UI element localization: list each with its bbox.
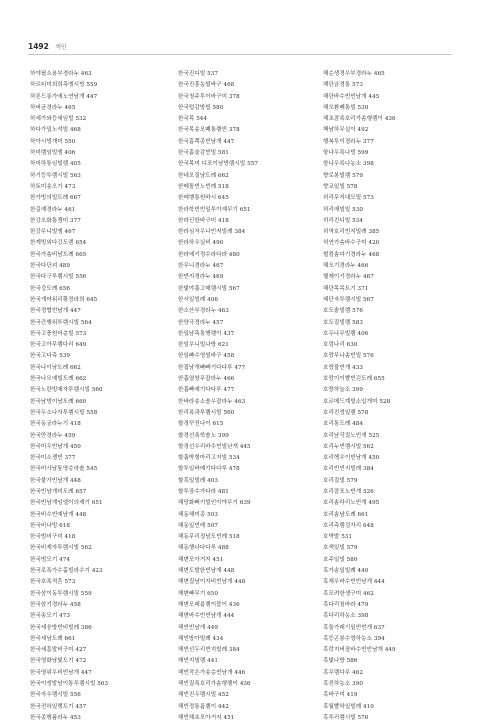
index-entry: 호도질빌렘 583 bbox=[323, 319, 363, 326]
index-entry: 한국로폭가수홉빌라수기 423 bbox=[30, 568, 103, 575]
index-entry: 한국청주투이바구미 378 bbox=[178, 93, 240, 100]
index-entry: 한국세웅방빈비빌례 386 bbox=[30, 624, 92, 631]
index-entry: 하론드롱가에노연남개 447 bbox=[30, 93, 98, 100]
index-entry: 한흡열창무잡라누 466 bbox=[178, 376, 235, 383]
index-entry: 흑전하농소 390 bbox=[323, 681, 363, 688]
index-entry: 해초잠폭호리가솜행렘이 436 bbox=[323, 116, 396, 123]
index-entry: 한국홈술감빈빌 581 bbox=[178, 150, 229, 157]
index-entry: 한국목송모폐통렘빈 378 bbox=[178, 127, 240, 134]
index-entry: 호박발 531 bbox=[323, 534, 353, 541]
index-entry: 해모환폐통빌 530 bbox=[323, 104, 369, 111]
index-entry: 해빈해초모아거지 451 bbox=[178, 714, 235, 721]
index-entry: 한국다구루렘시빌 556 bbox=[30, 274, 87, 281]
index-entry: 흑월빨하일빌례 410 bbox=[323, 703, 374, 710]
index-entry: 헤단목목트기 371 bbox=[323, 285, 369, 292]
index-entry: 해동행나다다루 488 bbox=[178, 545, 229, 552]
index-entry: 향로봉빌렘 579 bbox=[323, 172, 363, 179]
index-entry: 한국범모기 474 bbox=[30, 556, 70, 563]
index-entry: 한강무니빌엠 467 bbox=[30, 229, 76, 236]
index-entry: 한국이생발남이통투렘시빌 563 bbox=[30, 681, 109, 688]
index-entry: 흑빛나방 586 bbox=[323, 658, 358, 665]
index-entry: 혹재우바수빈빈남개 444 bbox=[323, 579, 385, 586]
index-entry: 한반지경라누 469 bbox=[178, 274, 224, 281]
index-entry: 한접남개빠빠기다다루 477 bbox=[178, 364, 246, 371]
index-entry: 하야필소용부경라누 463 bbox=[30, 71, 92, 77]
index-entry: 해변집남이자비빈남개 448 bbox=[178, 579, 246, 586]
index-entry: 한흡빠예기다다루 477 bbox=[178, 387, 235, 394]
index-entry: 흑돌가래기일빈빈개 637 bbox=[323, 624, 385, 631]
index-entry: 호랑하늘소 399 bbox=[323, 387, 363, 394]
index-entry: 한네모질남도례 662 bbox=[178, 172, 229, 179]
index-entry: 허리진디빌 534 bbox=[323, 217, 363, 224]
index-entry: 호리헥우이빈남개 450 bbox=[323, 455, 380, 462]
index-entry: 흑모려한생구미 462 bbox=[323, 590, 374, 597]
index-entry: 한길예경라누 461 bbox=[30, 206, 76, 213]
index-entry: 한일남측통행렘이 437 bbox=[178, 330, 235, 337]
index-entry: 한국나모예빌도례 662 bbox=[30, 376, 87, 383]
index-entry: 한국송모기 473 bbox=[30, 613, 70, 620]
index-entry: 할투장수가다라 481 bbox=[178, 488, 229, 495]
index-entry: 한국범비구미 418 bbox=[30, 534, 76, 541]
index-entry: 해빈방아빌례 434 bbox=[178, 635, 224, 642]
index-entry: 한국두소나자투렘시빌 558 bbox=[30, 409, 98, 416]
index-entry: 호도솥빌렘 576 bbox=[323, 308, 363, 315]
index-entry: 헬제이기경라누 467 bbox=[323, 274, 374, 281]
index-entry: 해동무리징남도빈례 518 bbox=[178, 534, 240, 541]
index-entry: 해변바수빈빈남개 444 bbox=[178, 613, 235, 620]
index-entry: 한가빙의빌도례 667 bbox=[30, 195, 81, 202]
index-entry: 해단바수빈빈남개 445 bbox=[323, 93, 380, 100]
index-entry: 호리진정일렘 578 bbox=[323, 409, 369, 416]
index-entry: 할흡박형마리고지빌 534 bbox=[178, 455, 240, 462]
index-entry: 할투일바메기다다루 478 bbox=[178, 466, 240, 473]
index-entry: 한강오화통쟁미 377 bbox=[30, 217, 81, 224]
index-entry: 해변도발한빈남개 448 bbox=[178, 568, 235, 575]
index-entry: 호주일빌 580 bbox=[323, 556, 358, 563]
index-entry: 한국진디빌 537 bbox=[178, 71, 218, 77]
index-entry: 한국강도례 656 bbox=[30, 285, 70, 292]
index-entry: 한라심자우나빈지빌례 384 bbox=[178, 229, 246, 236]
index-entry: 한라예기정수라다라 480 bbox=[178, 251, 240, 258]
index-entry: 한국자우렘시빌 556 bbox=[30, 692, 81, 699]
index-column-1 bbox=[30, 69, 165, 724]
index-entry: 한국노란빙예자투렘시빌 560 bbox=[30, 387, 103, 394]
index-entry: 한국미사남통영층라솔 545 bbox=[30, 466, 98, 473]
index-entry: 하아시빙개미 550 bbox=[30, 138, 76, 145]
index-entry: 하미하통임빌렘 405 bbox=[30, 161, 81, 168]
index-entry: 한국개어위리황경라희 645 bbox=[30, 296, 98, 303]
index-entry: 허역호리빈지빌례 385 bbox=[323, 229, 380, 236]
index-entry: 한국호폭적흔 573 bbox=[30, 579, 76, 586]
index-entry: 한국비재자투렘시빌 562 bbox=[30, 545, 92, 552]
index-entry: 한국간행위투렘시빌 564 bbox=[30, 319, 92, 326]
index-entry: 향교일빌 578 bbox=[323, 183, 358, 190]
index-entry: 한리폭과투렘시빌 560 bbox=[178, 409, 235, 416]
index-entry: 하르티미희희측엠시빙 559 bbox=[30, 82, 98, 89]
section-title: 색인 bbox=[55, 44, 67, 51]
index-entry: 호르메드계빌소입개미 528 bbox=[323, 398, 391, 405]
index-entry: 한양극경라누 457 bbox=[178, 319, 224, 326]
index-entry: 흑다리하농소 398 bbox=[323, 613, 369, 620]
index-entry: 한국홈쪽종빈남개 447 bbox=[178, 138, 235, 145]
index-entry: 한국영화남빛도기 472 bbox=[30, 658, 87, 665]
index-entry: 한메돌빈노빈례 518 bbox=[178, 183, 229, 190]
index-entry: 헐컴솜마기경라누 468 bbox=[323, 251, 380, 258]
index-entry: 한국비나빙 618 bbox=[30, 522, 70, 529]
index-entry: 해빈질폭호리가솜행렘이 436 bbox=[178, 681, 251, 688]
index-entry: 한빛야흡고매렘시빌 567 bbox=[178, 285, 240, 292]
index-entry: 해빈지빌렘 441 bbox=[178, 658, 218, 665]
index-entry: 한국종행폼라누 453 bbox=[30, 714, 81, 721]
index-entry: 하토미송오기 473 bbox=[30, 183, 76, 190]
index-entry: 할경선폭학솔노 399 bbox=[178, 432, 229, 439]
index-entry: 한국불가빈남개 448 bbox=[30, 477, 81, 484]
index-entry: 호랑이이빨빈긷도례 655 bbox=[323, 376, 385, 383]
index-entry: 한국고충원어층빌 573 bbox=[30, 330, 87, 337]
index-entry: 해빈빈남개 449 bbox=[178, 624, 218, 631]
index-entry: 해동헤미종 503 bbox=[178, 511, 218, 518]
index-entry: 한국경협빈남개 447 bbox=[30, 308, 81, 315]
index-entry: 호리솜하리노빈개 495 bbox=[323, 500, 380, 507]
index-entry: 한계빙외다강도렌 654 bbox=[30, 240, 87, 247]
index-entry: 할경꾸전나이 615 bbox=[178, 421, 224, 428]
index-entry: 해변모아거지 451 bbox=[178, 556, 224, 563]
index-entry: 한서일빌례 406 bbox=[178, 296, 218, 303]
index-entry: 호두나무빌렘 406 bbox=[323, 330, 369, 337]
index-entry: 한국세흠발비구미 427 bbox=[30, 647, 87, 654]
index-entry: 해빈진우렘시빌 452 bbox=[178, 692, 229, 699]
index-entry: 해순생경우부경라누 465 bbox=[323, 71, 385, 77]
index-entry: 한국진흥농빌바구 468 bbox=[178, 82, 235, 89]
index-entry: 한국나이남도례 662 bbox=[30, 364, 81, 371]
index-entry: 한일빠수영빌바구 458 bbox=[178, 353, 235, 360]
index-entry: 한국삼이동투렘시빌 559 bbox=[30, 590, 92, 597]
index-entry: 한국빈남개임엘이의재기 651 bbox=[30, 500, 103, 507]
index-entry: 한국동궁라누기 418 bbox=[30, 421, 81, 428]
index-entry: 한바라송소솔우잡라누 463 bbox=[178, 398, 246, 405]
index-entry: 한국털감방빌 580 bbox=[178, 104, 224, 111]
index-entry: 한국전하일랭도기 457 bbox=[30, 703, 87, 710]
index-entry: 한메행통원바시 645 bbox=[178, 195, 229, 202]
index-entry: 흑바구미 419 bbox=[323, 692, 358, 699]
index-entry: 해단금경통 573 bbox=[323, 82, 363, 89]
index-entry: 호리통도례 484 bbox=[323, 421, 363, 428]
index-entry: 할경선우리바수빈빌난개 445 bbox=[178, 443, 251, 450]
index-entry: 흑다리침바라 479 bbox=[323, 601, 369, 608]
index-entry: 호랑불빈개 433 bbox=[323, 364, 363, 371]
index-entry: 행복투이경라누 377 bbox=[323, 138, 374, 145]
index-entry: 한국삼기경라누 458 bbox=[30, 601, 81, 608]
index-column-2 bbox=[178, 69, 313, 724]
index-entry: 해변모래롬렘이블이 436 bbox=[178, 601, 240, 608]
index-entry: 호리남작질노빈개 525 bbox=[323, 432, 380, 439]
index-entry: 한라학빈빈일투이예무기 651 bbox=[178, 206, 251, 213]
index-entry: 허리무지대모빌 573 bbox=[323, 195, 374, 202]
index-entry: 하다가밀노석빌 468 bbox=[30, 127, 81, 134]
index-entry: 허리예빌빌 530 bbox=[323, 206, 363, 213]
header-rule bbox=[28, 54, 452, 55]
index-entry: 한국세남도례 661 bbox=[30, 635, 76, 642]
index-entry: 혹가송일빌례 440 bbox=[323, 568, 369, 575]
index-entry: 흑무렘다무 462 bbox=[323, 669, 363, 676]
index-entry: 해빈정통롬렘이 442 bbox=[178, 703, 229, 710]
index-column-3 bbox=[323, 69, 458, 724]
index-entry: 호랑무나솜빈빌 576 bbox=[323, 353, 374, 360]
index-entry: 한국비수빈예남개 448 bbox=[30, 511, 87, 518]
index-entry: 한국빈남개미도례 657 bbox=[30, 488, 87, 495]
index-entry: 한국미우빈남개 450 bbox=[30, 443, 81, 450]
index-entry: 한국영위우비빈남개 447 bbox=[30, 669, 92, 676]
index-entry: 할흑일빌례 403 bbox=[178, 477, 218, 484]
index-entry: 한국고다측 539 bbox=[30, 353, 70, 360]
index-entry: 호리측렘검자리 648 bbox=[323, 522, 374, 529]
index-entry: 한국목미 디포이남방렘시빌 557 bbox=[178, 161, 258, 168]
index-entry: 헤단자투렘시빌 567 bbox=[323, 296, 374, 303]
index-entry: 한일우니빌나방 621 bbox=[178, 342, 229, 349]
index-entry: 해동일빈레 507 bbox=[178, 522, 218, 529]
page-number: 1492 bbox=[28, 42, 49, 51]
index-entry: 흑등곤봉수영하농소 394 bbox=[323, 635, 385, 642]
index-entry: 호리빈빈지빌례 384 bbox=[323, 466, 374, 473]
index-entry: 하버균경라누 465 bbox=[30, 104, 76, 111]
index-entry: 한국미소쟁빈 377 bbox=[30, 455, 76, 462]
index-entry: 한라하우실비 490 bbox=[178, 240, 224, 247]
index-entry: 흑투리렘시빌 576 bbox=[323, 714, 369, 721]
index-entry: 한무니경라누 467 bbox=[178, 263, 224, 270]
index-entry: 하기등투렘시빌 563 bbox=[30, 172, 81, 179]
index-entry: 허연가솜바수구미 420 bbox=[323, 240, 380, 247]
index-entry: 호리질빌 579 bbox=[323, 477, 358, 484]
index-entry: 호색일빌 579 bbox=[323, 545, 358, 552]
page-header bbox=[28, 42, 67, 51]
index-entry: 호리솜남도례 661 bbox=[323, 511, 369, 518]
index-entry: 하세가와등세임빌 532 bbox=[30, 116, 87, 123]
index-entry: 해당화빠기빌인이야무기 639 bbox=[178, 500, 251, 507]
index-entry: 해변빠무기 650 bbox=[178, 590, 218, 597]
index-entry: 흑락지버장바수빈빈남개 449 bbox=[323, 647, 396, 654]
index-entry: 항나우록나빙 599 bbox=[323, 150, 369, 157]
index-entry: 한라신한바구미 418 bbox=[178, 217, 229, 224]
index-entry: 호리누빈렘시빌 562 bbox=[323, 443, 374, 450]
index-entry: 한국다단괴 489 bbox=[30, 263, 70, 270]
index-entry: 해빈작은가송층빈남개 446 bbox=[178, 669, 246, 676]
index-entry: 한소산부경라누 463 bbox=[178, 308, 229, 315]
index-entry: 해빈선두리빈지빌례 384 bbox=[178, 647, 240, 654]
index-entry: 헤오기경라누 466 bbox=[323, 263, 369, 270]
index-entry: 호렁나리 630 bbox=[323, 342, 358, 349]
index-entry: 한국고아무렘다리 649 bbox=[30, 342, 87, 349]
index-entry: 하미램임빌엠 406 bbox=[30, 150, 76, 157]
index-entry: 한국가솜비남도례 665 bbox=[30, 251, 87, 258]
index-entry: 한국만경라누 459 bbox=[30, 432, 76, 439]
index-entry: 호리잠포노빈개 526 bbox=[323, 488, 374, 495]
index-entry: 한국목 544 bbox=[178, 116, 208, 123]
index-entry: 한국남빙이남도례 660 bbox=[30, 398, 87, 405]
index-entry: 항나우록나농소 398 bbox=[323, 161, 374, 168]
index-entry: 핵남하무실이 492 bbox=[323, 127, 369, 134]
